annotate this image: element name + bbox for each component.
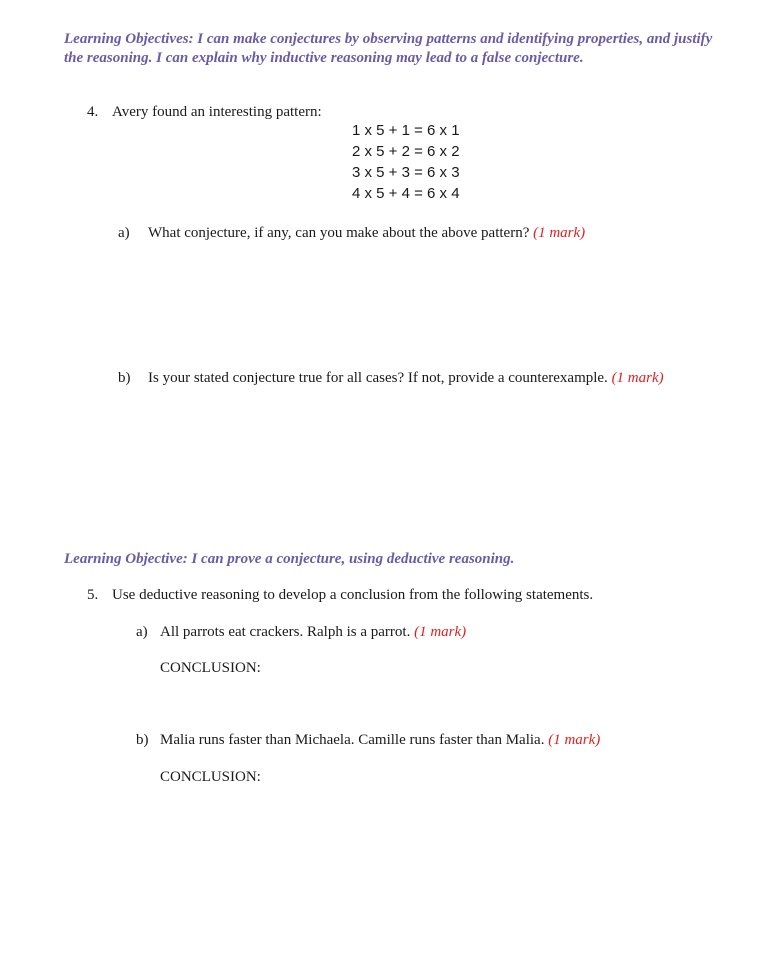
question-5b-conclusion: CONCLUSION:	[160, 769, 261, 785]
pattern-line-3: 3 x 5 + 3 = 6 x 3	[352, 164, 460, 181]
question-4b-mark: (1 mark)	[611, 370, 664, 386]
question-4b	[118, 369, 664, 388]
question-4a-text: What conjecture, if any, can you make about the above pattern?	[148, 225, 530, 241]
question-4b-text: Is your stated conjecture true for all cases? If not, provide a counterexample.	[148, 370, 608, 386]
question-5a-conclusion: CONCLUSION:	[160, 660, 261, 676]
pattern-line-1: 1 x 5 + 1 = 6 x 1	[352, 122, 460, 139]
question-4a	[118, 224, 585, 243]
question-5	[87, 586, 593, 605]
learning-objective-2: Learning Objective: I can prove a conjecture, using deductive reasoning.	[64, 551, 515, 567]
question-5b	[136, 731, 600, 750]
pattern-line-4: 4 x 5 + 4 = 6 x 4	[352, 185, 460, 202]
question-5b-label: b)	[136, 732, 149, 748]
pattern-line-2: 2 x 5 + 2 = 6 x 2	[352, 143, 460, 160]
question-4a-mark: (1 mark)	[533, 225, 586, 241]
question-4a-label: a)	[118, 225, 130, 241]
question-4b-label: b)	[118, 370, 131, 386]
question-4	[87, 103, 322, 122]
question-5-text: Use deductive reasoning to develop a conclusion from the following statements.	[112, 587, 594, 603]
question-5a-text: All parrots eat crackers. Ralph is a parrot.	[160, 624, 411, 640]
question-5a	[136, 623, 466, 642]
question-5a-mark: (1 mark)	[414, 624, 467, 640]
question-5-number: 5.	[87, 587, 99, 603]
learning-objectives-1: Learning Objectives: I can make conjectures by observing patterns and identifying properties, and justify the reasoning. I can explain why inductive reasoning may lead to a false conjecture.	[64, 31, 713, 66]
question-4-text: Avery found an interesting pattern:	[112, 104, 322, 120]
pattern-block	[352, 120, 460, 204]
question-5b-mark: (1 mark)	[548, 732, 601, 748]
question-5b-text: Malia runs faster than Michaela. Camille runs faster than Malia.	[160, 732, 545, 748]
question-5a-label: a)	[136, 624, 148, 640]
question-4-number: 4.	[87, 104, 99, 120]
